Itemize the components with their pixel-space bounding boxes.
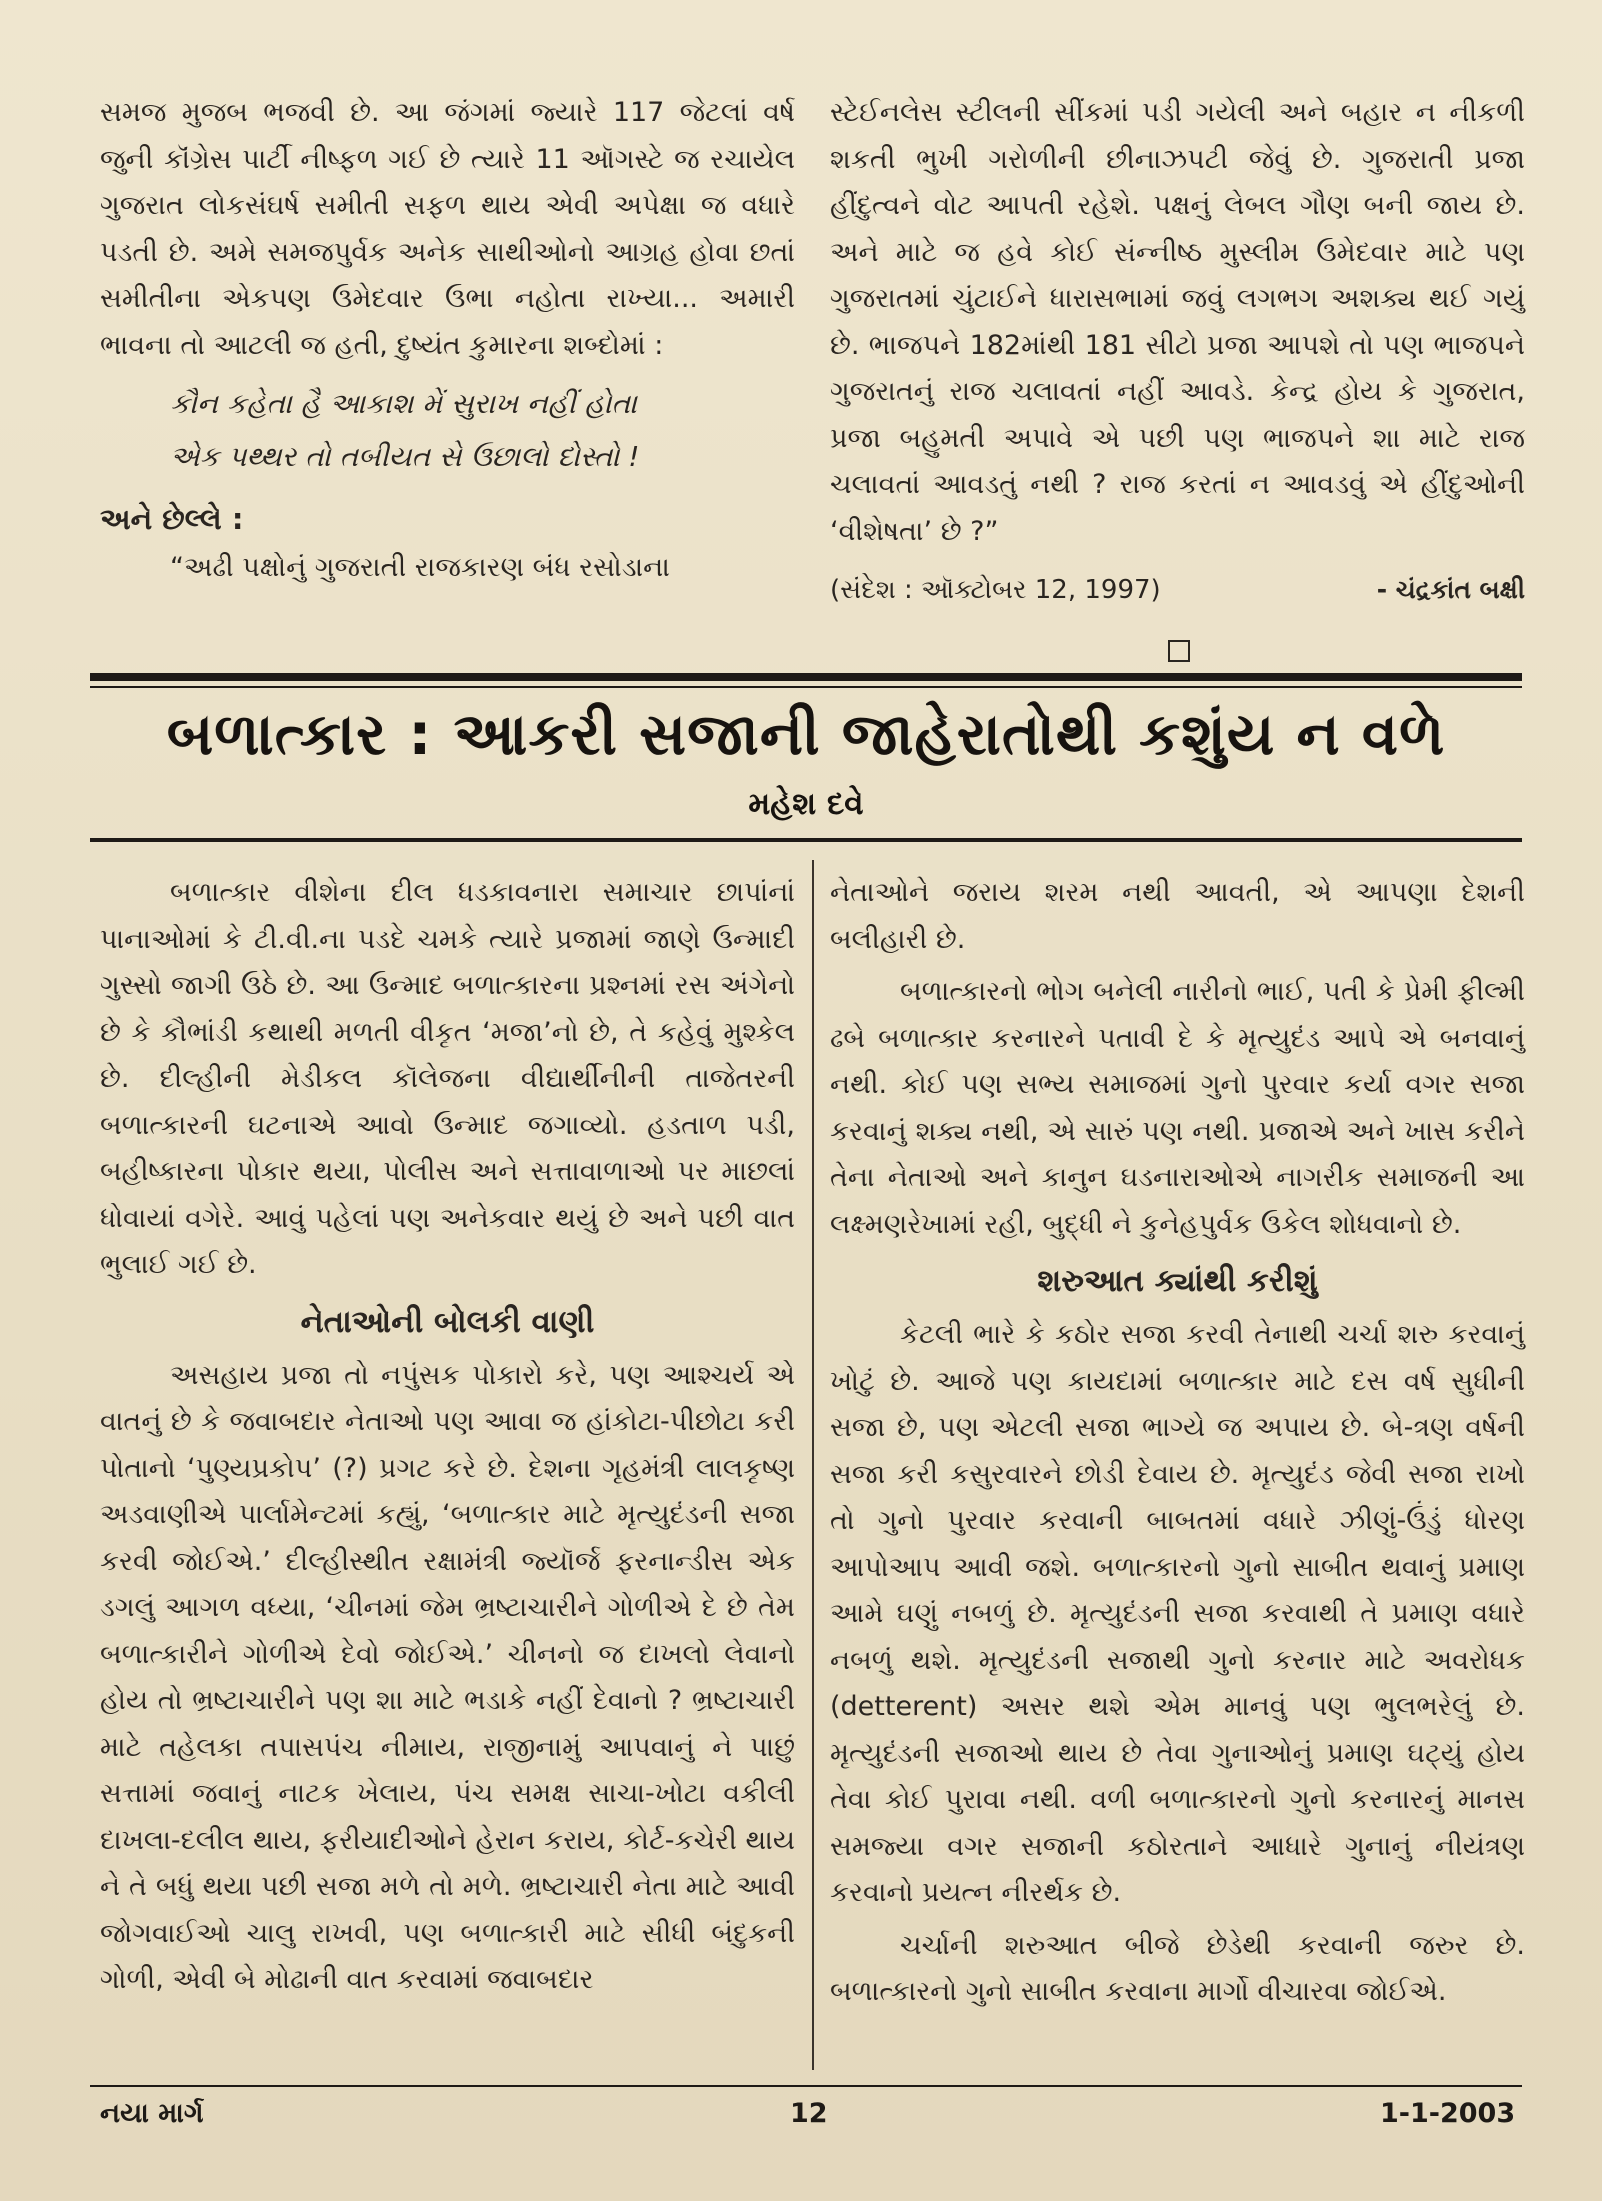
top-right-paragraph: સ્ટેઈનલેસ સ્ટીલની સીંકમાં પડી ગયેલી અને બહાર ન નીકળી શકતી ભુખી ગરોળીની છીનાઝપટી જેવું છે. ગુજરાતી પ્રજા હીંદુત્વને વોટ આપતી રહેશે. પક્ષનું લેબલ ગૌણ બની જાય છે. અને માટે જ હવે કોઈ સંન્નીષ્ઠ મુસ્લીમ ઉમેદવાર માટે પણ ગુજરાતમાં ચુંટાઈને ધારાસભામાં જવું લગભગ અશક્ય થઈ ગયું છે. ભાજપને 182માંથી 181 સીટો પ્રજા આપશે તો પણ ભાજપને ગુજરાતનું રાજ ચલાવતાં નહીં આવડે. કેન્દ્ર હોય કે ગુજરાત, પ્રજા બહુમતી અપાવે એ પછી પણ ભાજપને શા માટે રાજ ચલાવતાં આવડતું નથી ? રાજ કરતાં ન આવડવું એ હીંદુઓની ‘વીશેષતા’ છે ?”: [830, 97, 1525, 547]
article-paragraph: બળાત્કારનો ભોગ બનેલી નારીનો ભાઈ, પતી કે પ્રેમી ફીલ્મી ઢબે બળાત્કાર કરનારને પતાવી દે કે મૃત્યુદંડ આપે એ બનવાનું નથી. કોઈ પણ સભ્ય સમાજમાં ગુનો પુરવાર કર્યા વગર સજા કરવાનું શક્ય નથી, એ સારું પણ નથી. પ્રજાએ અને ખાસ કરીને તેના નેતાઓ અને કાનુન ઘડનારાઓએ નાગરીક સમાજની આ લક્ષ્મણરેખામાં રહી, બુદ્ધી ને કુનેહપુર્વક ઉકેલ શોધવાનો છે.: [830, 976, 1525, 1240]
top-left-paragraph: સમજ મુજબ ભજવી છે. આ જંગમાં જ્યારે 117 જેટલાં વર્ષ જુની કૉંગ્રેસ પાર્ટી નીષ્ફળ ગઈ છે ત્યારે 11 ઑગસ્ટે જ રચાયેલ ગુજરાત લોકસંઘર્ષ સમીતી સફળ થાય એવી અપેક્ષા જ વધારે પડતી છે. અમે સમજપુર્વક અનેક સાથીઓનો આગ્રહ હોવા છતાં સમીતીના એકપણ ઉમેદવાર ઉભા નહોતા રાખ્યા... અમારી ભાવના તો આટલી જ હતી, દુષ્યંત કુમારના શબ્દોમાં :: [100, 97, 795, 361]
top-left-column: [100, 90, 795, 592]
article-paragraph: નેતાઓને જરાય શરમ નથી આવતી, એ આપણા દેશની બલીહારી છે.: [830, 877, 1525, 955]
article-title: બળાત્કાર : આકરી સજાની જાહેરાતોથી કશુંય ન વળે: [166, 700, 1446, 768]
poem: [100, 377, 795, 483]
poem-line: એક પથ્થર તો તબીયત સે ઉછાલો દોસ્તો !: [170, 440, 640, 473]
separator-thick-rule: [90, 673, 1522, 681]
section-subheading: શરુઆત ક્યાંથી કરીશું: [1037, 1263, 1318, 1299]
section-subheading: નેતાઓની બોલકી વાણી: [300, 1303, 595, 1340]
header-bottom-rule: [90, 838, 1522, 842]
article-paragraph: કેટલી ભારે કે કઠોર સજા કરવી તેનાથી ચર્ચા શરુ કરવાનું ખોટું છે. આજે પણ કાયદામાં બળાત્કાર માટે દસ વર્ષ સુધીની સજા છે, પણ એટલી સજા ભાગ્યે જ અપાય છે. બે-ત્રણ વર્ષની સજા કરી કસુરવારને છોડી દેવાય છે. મૃત્યુદંડ જેવી સજા રાખો તો ગુનો પુરવાર કરવાની બાબતમાં વધારે ઝીણું-ઉંડું ધોરણ આપોઆપ આવી જશે. બળાત્કારનો ગુનો સાબીત થવાનું પ્રમાણ આમે ઘણું નબળું છે. મૃત્યુદંડની સજા કરવાથી તે પ્રમાણ વધારે નબળું થશે. મૃત્યુદંડની સજાથી ગુનો કરનાર માટે અવરોધક (detterent) અસર થશે એમ માનવું પણ ભુલભરેલું છે. મૃત્યુદંડની સજાઓ થાય છે તેવા ગુનાઓનું પ્રમાણ ઘટ્યું હોય તેવા કોઈ પુરાવા નથી. વળી બળાત્કારનો ગુનો કરનારનું માનસ સમજ્યા વગર સજાની કઠોરતાને આધારે ગુનાનું નીયંત્રણ કરવાનો પ્રયત્ન નીરર્થક છે.: [830, 1319, 1525, 1908]
quote-start: “અઢી પક્ષોનું ગુજરાતી રાજકારણ બંધ રસોડાના: [170, 552, 670, 583]
column-divider: [812, 860, 814, 2070]
article-paragraph: બળાત્કાર વીશેના દીલ ધડકાવનારા સમાચાર છાપાંનાં પાનાઓમાં કે ટી.વી.ના પડદે ચમકે ત્યારે પ્રજામાં જાણે ઉન્માદી ગુસ્સો જાગી ઉઠે છે. આ ઉન્માદ બળાત્કારના પ્રશ્નમાં રસ અંગેનો છે કે કૌભાંડી કથાથી મળતી વીકૃત ‘મજા’નો છે, તે કહેવું મુશ્કેલ છે. દીલ્હીની મેડીકલ કૉલેજના વીદ્યાર્થીનીની તાજેતરની બળાત્કારની ઘટનાએ આવો ઉન્માદ જગાવ્યો. હડતાળ પડી, બહીષ્કારના પોકાર થયા, પોલીસ અને સત્તાવાળાઓ પર માછલાં ધોવાયાં વગેરે. આવું પહેલાં પણ અનેકવાર થયું છે અને પછી વાત ભુલાઈ ગઈ છે.: [100, 877, 795, 1280]
poem-line: કૌન કહેતા હૈ આકાશ મેં સુરાખ નહીં હોતા: [170, 387, 637, 420]
footer-page-number: 12: [790, 2098, 828, 2129]
footer-rule: [90, 2085, 1522, 2087]
top-right-column: [830, 90, 1525, 614]
article-right-column: [830, 870, 1525, 2016]
end-mark-icon: [1168, 640, 1190, 662]
article-byline: મહેશ દવે: [748, 786, 864, 822]
citation-row: [830, 567, 1525, 614]
article-paragraph: ચર્ચાની શરુઆત બીજે છેડેથી કરવાની જરુર છે. બળાત્કારનો ગુનો સાબીત કરવાના માર્ગો વીચારવા જોઈએ.: [830, 1929, 1525, 2007]
citation-author: - ચંદ્રકાંત બક્ષી: [1376, 575, 1525, 604]
article-paragraph: અસહાય પ્રજા તો નપુંસક પોકારો કરે, પણ આશ્ચર્ય એ વાતનું છે કે જવાબદાર નેતાઓ પણ આવા જ હાંકોટા-પીછોટા કરી પોતાનો ‘પુણ્યપ્રકોપ’ (?) પ્રગટ કરે છે. દેશના ગૃહમંત્રી લાલકૃષ્ણ અડવાણીએ પાર્લામેન્ટમાં કહ્યું, ‘બળાત્કાર માટે મૃત્યુદંડની સજા કરવી જોઈએ.’ દીલ્હીસ્થીત રક્ષામંત્રી જ્યૉર્જ ફરનાન્ડીસ એક ડગલું આગળ વધ્યા, ‘ચીનમાં જેમ ભ્રષ્ટાચારીને ગોળીએ દે છે તેમ બળાત્કારીને ગોળીએ દેવો જોઈએ.’ ચીનનો જ દાખલો લેવાનો હોય તો ભ્રષ્ટાચારીને પણ શા માટે ભડાકે નહીં દેવાનો ? ભ્રષ્ટાચારી માટે તહેલકા તપાસપંચ નીમાય, રાજીનામું આપવાનું ને પાછું સત્તામાં જવાનું નાટક ખેલાય, પંચ સમક્ષ સાચા-ખોટા વકીલી દાખલા-દલીલ થાય, ફરીયાદીઓને હેરાન કરાય, કોર્ટ-કચેરી થાય ને તે બધું થયા પછી સજા મળે તો મળે. ભ્રષ્ટાચારી નેતા માટે આવી જોગવાઈઓ ચાલુ રાખવી, પણ બળાત્કારી માટે સીધી બંદુકની ગોળી, એવી બે મોઢાની વાત કરવામાં જવાબદાર: [100, 1359, 795, 1995]
article-left-column: [100, 870, 795, 2004]
last-heading: અને છેલ્લે :: [100, 502, 244, 536]
footer-date: 1-1-2003: [1380, 2098, 1516, 2129]
footer-publication: નયા માર્ગ: [100, 2098, 204, 2129]
separator-thin-rule: [90, 686, 1522, 688]
citation: (સંદેશ : ઑક્ટોબર 12, 1997): [830, 575, 1161, 605]
